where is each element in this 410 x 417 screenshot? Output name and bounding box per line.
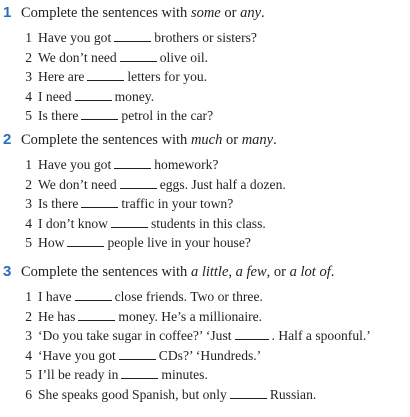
item-number: 1: [25, 289, 32, 304]
exercise-instruction: Complete the sentences with some or any.: [21, 5, 265, 21]
item-number: 2: [25, 49, 32, 65]
answer-blank[interactable]: [67, 235, 104, 247]
exercise-item: [0, 175, 410, 195]
answer-blank[interactable]: [235, 328, 269, 340]
answer-blank[interactable]: [78, 309, 115, 321]
answer-blank[interactable]: [75, 289, 112, 301]
exercise-item: [0, 155, 410, 175]
item-number: 3: [25, 196, 32, 211]
exercise-item: [0, 287, 410, 307]
exercise-instruction: Complete the sentences with much or many.: [21, 132, 277, 148]
item-sentence: Is there petrol in the car?: [38, 108, 214, 123]
answer-blank[interactable]: [75, 89, 112, 101]
exercise-item: [0, 385, 410, 405]
item-number: 2: [25, 176, 32, 192]
item-sentence: I’ll be ready in minutes.: [38, 367, 208, 382]
item-number: 5: [25, 367, 32, 382]
exercise-3: [0, 262, 410, 404]
answer-blank[interactable]: [81, 196, 118, 208]
exercise-item: [0, 346, 410, 366]
exercise-item: [0, 307, 410, 327]
answer-blank[interactable]: [120, 177, 157, 189]
exercise-2: [0, 130, 410, 253]
item-sentence: Is there traffic in your town?: [38, 196, 234, 211]
item-sentence: She speaks good Spanish, but only Russian.: [38, 386, 317, 402]
exercise-item: [0, 365, 410, 385]
exercise-item: [0, 233, 410, 253]
item-sentence: Have you got homework?: [38, 157, 219, 172]
answer-blank[interactable]: [81, 108, 118, 120]
item-number: 3: [25, 69, 32, 84]
answer-blank[interactable]: [114, 30, 151, 42]
exercise-item: [0, 194, 410, 214]
item-sentence: I have close friends. Two or three.: [38, 289, 263, 304]
item-sentence: He has money. He’s a millionaire.: [38, 308, 263, 324]
exercise-1-heading: [0, 3, 410, 23]
answer-blank[interactable]: [230, 387, 267, 399]
item-number: 1: [25, 30, 32, 45]
answer-blank[interactable]: [121, 367, 158, 379]
item-sentence: I need money.: [38, 88, 155, 104]
exercise-number: 1: [3, 4, 12, 21]
item-sentence: We don’t need eggs. Just half a dozen.: [38, 176, 286, 192]
item-sentence: Here are letters for you.: [38, 69, 208, 84]
item-number: 5: [25, 235, 32, 250]
exercise-item: [0, 106, 410, 126]
exercise-item: [0, 87, 410, 107]
exercise-item: [0, 48, 410, 68]
exercise-item: [0, 67, 410, 87]
item-sentence: I don’t know students in this class.: [38, 215, 266, 231]
item-number: 5: [25, 108, 32, 123]
item-number: 4: [25, 347, 32, 363]
item-number: 4: [25, 215, 32, 231]
item-sentence: We don’t need olive oil.: [38, 49, 209, 65]
item-number: 1: [25, 157, 32, 172]
item-sentence: Have you got brothers or sisters?: [38, 30, 257, 45]
exercise-item: [0, 28, 410, 48]
exercise-2-heading: [0, 130, 410, 150]
answer-blank[interactable]: [119, 348, 156, 360]
exercise-item: [0, 214, 410, 234]
item-number: 3: [25, 328, 32, 343]
exercise-number: 3: [3, 263, 12, 280]
exercise-instruction: Complete the sentences with a little, a few, or a lot of.: [21, 264, 335, 280]
answer-blank[interactable]: [87, 69, 124, 81]
item-sentence: ‘Have you got CDs?’ ‘Hundreds.’: [38, 347, 262, 363]
exercise-3-heading: [0, 262, 410, 282]
answer-blank[interactable]: [120, 50, 157, 62]
answer-blank[interactable]: [111, 216, 148, 228]
item-sentence: ‘Do you take sugar in coffee?’ ‘Just . Half a spoonful.’: [38, 328, 371, 343]
answer-blank[interactable]: [114, 157, 151, 169]
exercise-item: [0, 326, 410, 346]
item-number: 6: [25, 386, 32, 402]
item-sentence: How people live in your house?: [38, 235, 251, 250]
exercise-1: [0, 3, 410, 126]
exercise-number: 2: [3, 131, 12, 148]
item-number: 4: [25, 88, 32, 104]
item-number: 2: [25, 308, 32, 324]
